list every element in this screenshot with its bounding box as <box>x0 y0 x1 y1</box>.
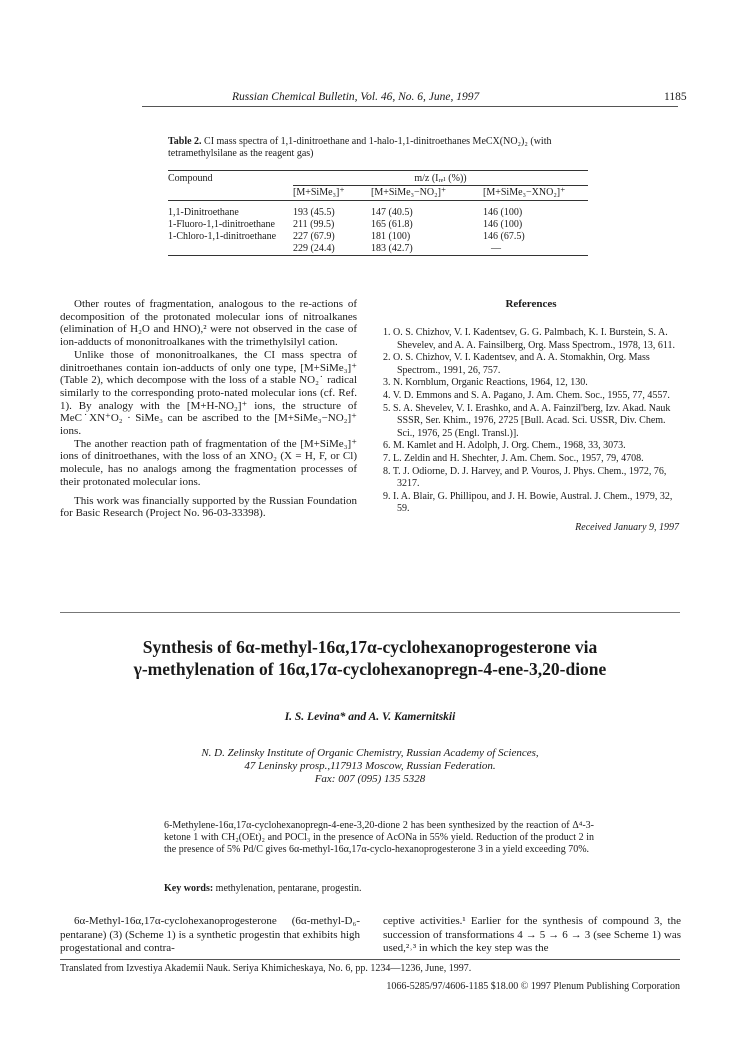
table-cell: 165 (61.8) <box>371 219 413 230</box>
table-header-compound: Compound <box>168 173 213 184</box>
article-title-line-1: Synthesis of 6α-methyl-16α,17α-cyclohexanoprogesterone via <box>142 637 598 657</box>
paragraph: 6α-Methyl-16α,17α-cyclohexanoprogesterone (6α-methyl-D₆-pentarane) (3) (Scheme 1) is a synthetic progestin that exhibits high progestational and contra- <box>60 915 360 955</box>
running-head: Russian Chemical Bulletin, Vol. 46, No. 6, June, 1997 <box>232 91 480 103</box>
acknowledgment: This work was financially supported by the Russian Foundation for Basic Research (Project No. 96-03-33398). <box>60 494 357 520</box>
reference-item: 1. O. S. Chizhov, V. I. Kadentsev, G. G. Palmbach, K. I. Burstein, S. A. Shevelev, and A. A. Fainsilberg, Org. Mass Spectrom., 1978, 13, 611. <box>383 327 676 351</box>
reference-item: 4. V. D. Emmons and S. A. Pagano, J. Am. Chem. Soc., 1955, 77, 4557. <box>383 389 670 401</box>
keywords-label: Key words: <box>164 883 214 894</box>
reference-item: 7. L. Zeldin and H. Shechter, J. Am. Chem. Soc., 1957, 79, 4708. <box>383 452 644 464</box>
header-rule <box>142 106 678 107</box>
table-label: Table 2. <box>168 136 202 147</box>
table-caption <box>168 136 588 160</box>
intro-left-column <box>60 915 360 956</box>
table-caption-text: CI mass spectra of 1,1-dinitroethane and 1-halo-1,1-dinitroethanes MeCX(NO₂)₂ (with tetramethylsilane as the reagent gas) <box>168 136 552 159</box>
article-title-line-2: γ-methylenation of 16α,17α-cyclohexanopregn-4-ene-3,20-dione <box>133 659 607 679</box>
table-header-col1: [M+SiMe₃]⁺ <box>293 187 345 198</box>
translation-note: Translated from Izvestiya Akademii Nauk. Seriya Khimicheskaya, No. 6, pp. 1234—1236, June, 1997. <box>60 963 472 974</box>
table-row <box>168 243 588 256</box>
table-cell: — <box>491 243 501 254</box>
authors: I. S. Levina* and A. V. Kamernitskii <box>284 711 456 723</box>
affiliation-line: 47 Leninsky prosp.,117913 Moscow, Russian Federation. <box>244 760 496 772</box>
table-cell: 146 (100) <box>483 219 523 230</box>
table-header-col2: [M+SiMe₃−NO₂]⁺ <box>371 187 447 198</box>
section-divider <box>60 612 680 613</box>
data-table <box>168 170 588 256</box>
reference-item: 6. M. Kamlet and H. Adolph, J. Org. Chem., 1968, 33, 3073. <box>383 440 626 452</box>
reference-item: 2. O. S. Chizhov, V. I. Kadentsev, and A. A. Stomakhin, Org. Mass Spectrom., 1991, 26, 757. <box>383 352 650 376</box>
table-cell: 183 (42.7) <box>371 243 413 254</box>
table-cell: 147 (40.5) <box>371 207 413 218</box>
affiliation-fax: Fax: 007 (095) 135 5328 <box>314 773 426 785</box>
page-number: 1185 <box>664 91 687 103</box>
abstract: 6-Methylene-16α,17α-cyclohexanopregn-4-ene-3,20-dione 2 has been synthesized by the reaction of Δ⁴-3-ketone 1 with CH₂(OEt)₂ and POCl₃ in the presence of AcONa in 55% yield. Reduction of the product 2 in the presence of 5% Pd/C gives 6α-methyl-16α,17α-cyclo-hexanoprogesterone 3 in a yield exceeding 70%. <box>164 820 594 856</box>
received-date: Received January 9, 1997 <box>575 521 679 533</box>
reference-item: 8. T. J. Odiorne, D. J. Harvey, and P. Vouros, J. Phys. Chem., 1972, 76, 3217. <box>383 465 667 490</box>
table-cell-compound: 1,1-Dinitroethane <box>168 207 239 218</box>
affiliation-line: N. D. Zelinsky Institute of Organic Chemistry, Russian Academy of Sciences, <box>201 747 539 759</box>
table-cell-compound: 1-Fluoro-1,1-dinitroethane <box>168 219 275 230</box>
table-cell: 181 (100) <box>371 231 411 242</box>
table-header-group: m/z (Iᵣₑₗ (%)) <box>293 171 588 186</box>
table-header-col3: [M+SiMe₃−XNO₂]⁺ <box>483 187 566 198</box>
footer-rule <box>60 959 680 960</box>
table-cell: 227 (67.9) <box>293 231 335 242</box>
reference-item: 3. N. Kornblum, Organic Reactions, 1964, 12, 130. <box>383 377 588 389</box>
keywords <box>164 883 594 894</box>
reference-item: 5. S. A. Shevelev, V. I. Erashko, and A. A. Fainzil'berg, Izv. Akad. Nauk SSSR, Ser. Khim., 1976, 2725 [Bull. Acad. Sci. USSR, Div. Chem. Sci., 1976, 25 (Engl. Transl.)]. <box>383 402 671 439</box>
references-title: References <box>505 298 557 310</box>
article-title <box>60 636 680 680</box>
table-cell: 211 (99.5) <box>293 219 335 230</box>
table-cell: 229 (24.4) <box>293 243 335 254</box>
paragraph: Other routes of fragmentation, analogous to the re-actions of decomposition of the protonated molecular ions of nitroalkanes (elimination of H₂O and HNO),² were not observed in the case of ion-adducts of mononitroalkanes with the trimethylsilyl cation. <box>60 298 357 349</box>
keywords-text: methylenation, pentarane, progestin. <box>215 883 362 894</box>
table-cell-compound <box>168 243 293 256</box>
paragraph: Unlike those of mononitroalkanes, the CI mass spectra of dinitroethanes contain ion-adducts of only one type, [M+SiMe₃]⁺ (Table 2), which decompose with the loss of a stable NO₂˙ radical similarly to the corresponding proto-nated molecular ions (cf. Ref. 1). By analogy with the [M+H-NO₂]⁺ ions, the structure of MeC˙XN⁺O₂ · SiMe₃ can be ascribed to the [M+SiMe₃−NO₂]⁺ ions. <box>60 348 357 438</box>
table-cell: 146 (100) <box>483 207 523 218</box>
intro-right-column <box>383 915 681 956</box>
table-row <box>168 201 588 219</box>
paragraph: ceptive activities.¹ Earlier for the synthesis of compound 3, the succession of transformations 4 → 5 → 6 → 3 (see Scheme 1) was used,²˒³ in which the key step was the <box>383 915 681 955</box>
reference-list <box>383 327 679 516</box>
reference-item: 9. I. A. Blair, G. Phillipou, and J. H. Bowie, Austral. J. Chem., 1979, 32, 59. <box>383 490 673 515</box>
copyright-line: 1066-5285/97/4606-1185 $18.00 © 1997 Plenum Publishing Corporation <box>386 981 680 992</box>
table-cell-compound: 1-Chloro-1,1-dinitroethane <box>168 231 277 242</box>
left-column-text <box>60 298 357 520</box>
table-cell: 146 (67.5) <box>483 231 525 242</box>
affiliation <box>60 747 680 786</box>
table-row <box>168 231 588 243</box>
table-row <box>168 219 588 231</box>
paragraph: The another reaction path of fragmentation of the [M+SiMe₃]⁺ ions of dinitroethanes, with the loss of an XNO₂ (X = H, F, or Cl) molecule, has no analogs among the fragmentation processes of their protonated molecular ions. <box>60 437 357 488</box>
references-section <box>383 298 679 533</box>
table-cell: 193 (45.5) <box>293 207 335 218</box>
